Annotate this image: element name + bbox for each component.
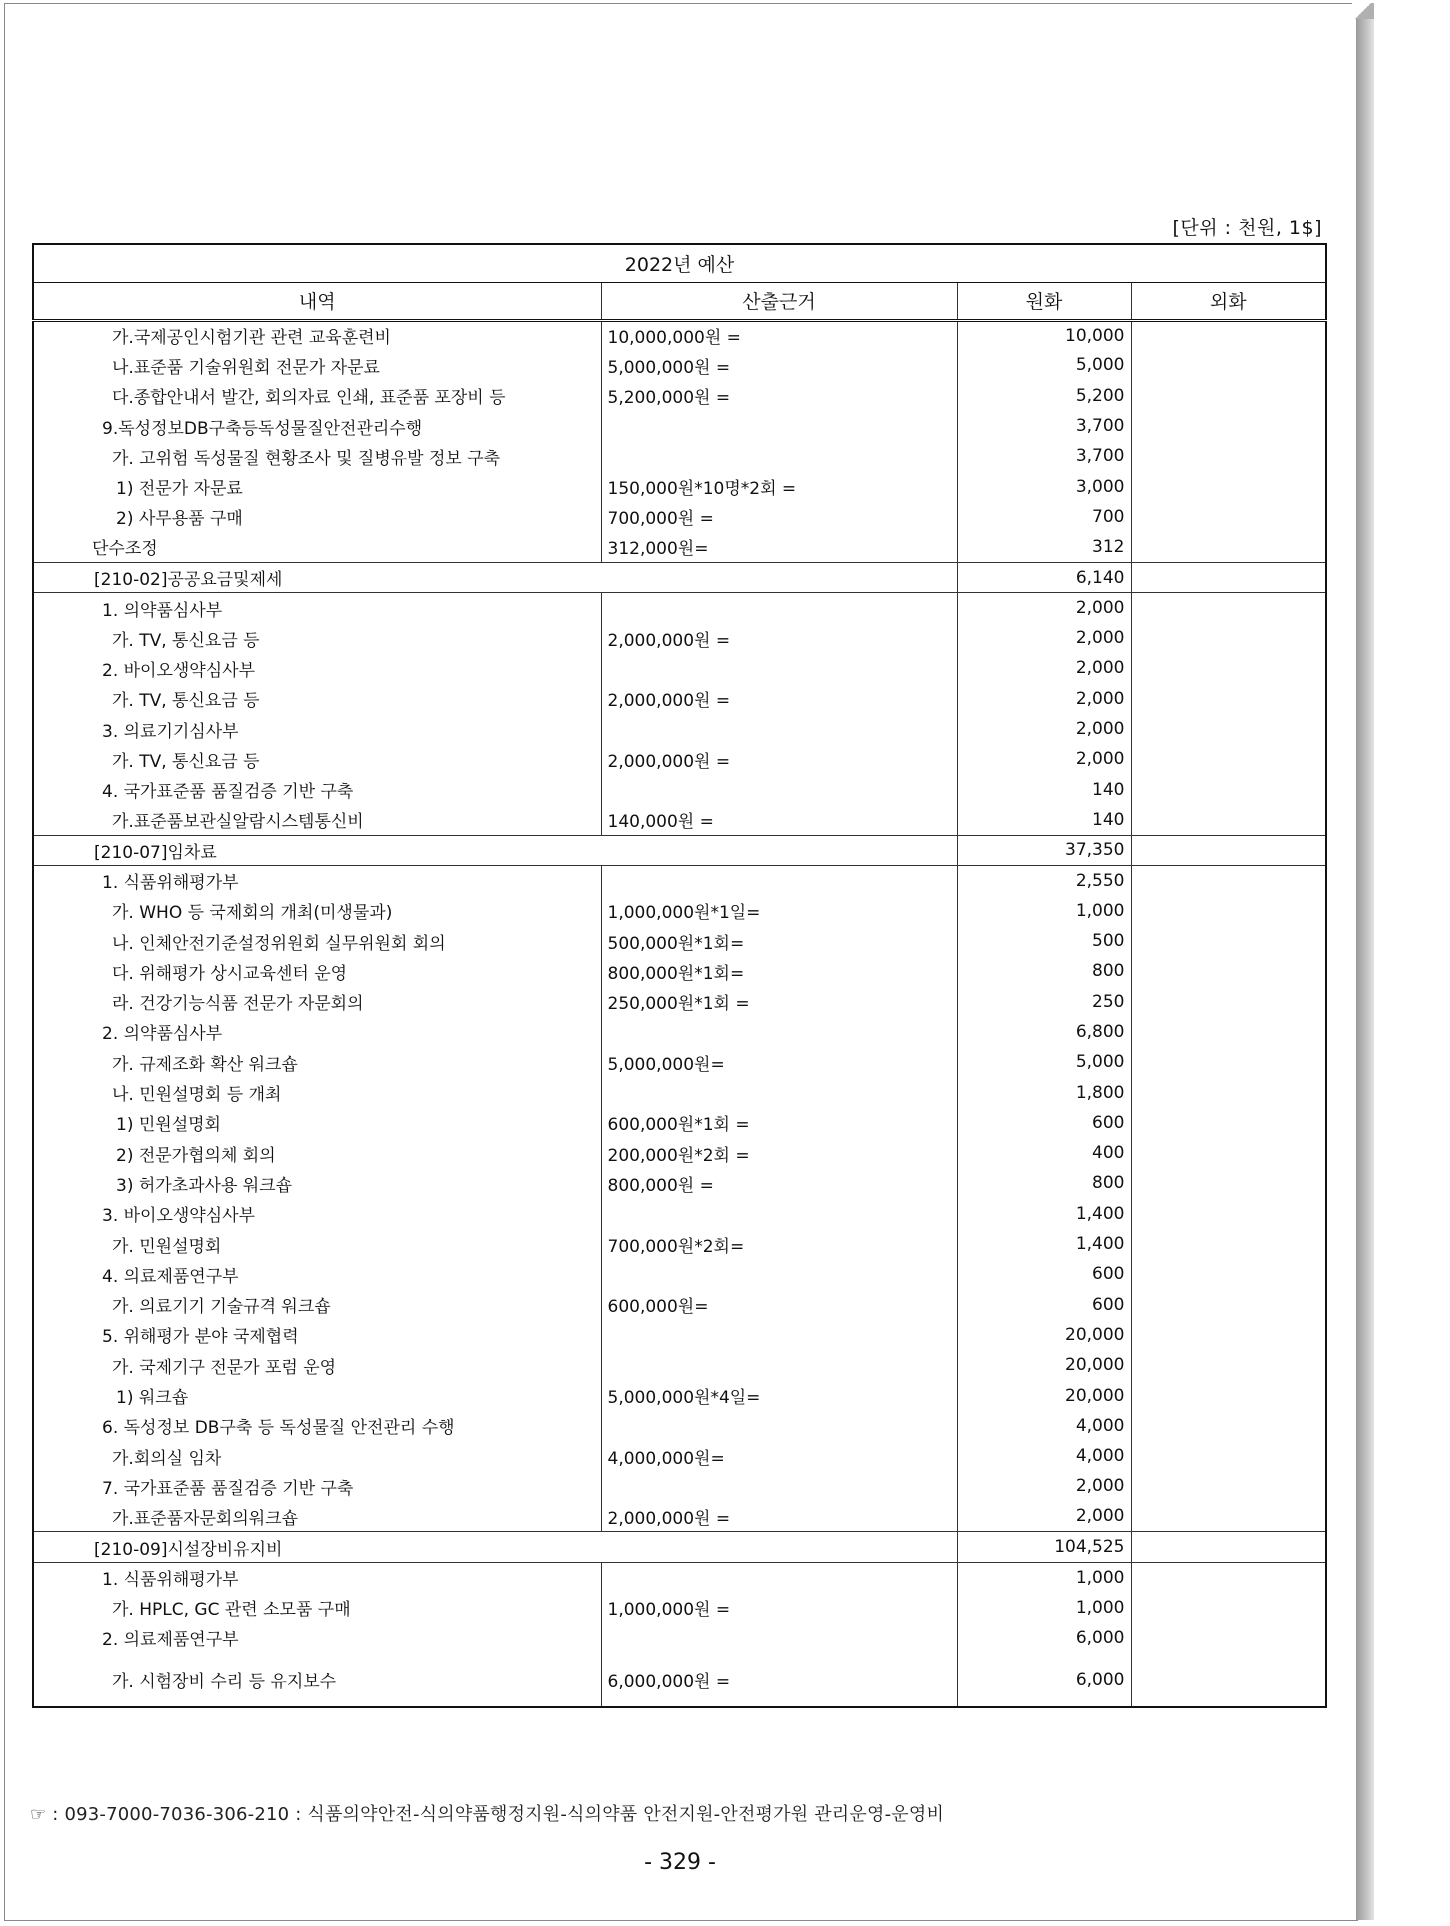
header-fx: 외화 xyxy=(1131,282,1326,320)
krw-cell: 6,800 xyxy=(957,1017,1131,1047)
table-row xyxy=(33,1562,1326,1592)
table-title: 2022년 예산 xyxy=(33,244,1326,282)
fx-cell xyxy=(1131,1320,1326,1350)
table-row xyxy=(33,1290,1326,1320)
item-cell: 가. TV, 통신요금 등 xyxy=(33,744,601,774)
fx-cell xyxy=(1131,774,1326,804)
krw-cell: 5,200 xyxy=(957,381,1131,411)
basis-cell: 2,000,000원 = xyxy=(601,623,957,653)
table-row xyxy=(33,532,1326,562)
krw-cell: 2,000 xyxy=(957,1502,1131,1532)
table-row xyxy=(33,350,1326,380)
krw-cell: 800 xyxy=(957,1168,1131,1198)
krw-cell: 6,140 xyxy=(957,562,1131,592)
basis-cell: 5,000,000원*4일= xyxy=(601,1380,957,1410)
krw-cell: 600 xyxy=(957,1259,1131,1289)
fx-cell xyxy=(1131,926,1326,956)
section-row xyxy=(33,1532,1326,1562)
fx-cell xyxy=(1131,865,1326,895)
basis-cell: 6,000,000원 = xyxy=(601,1653,957,1707)
krw-cell: 4,000 xyxy=(957,1411,1131,1441)
basis-cell: 600,000원*1회 = xyxy=(601,1108,957,1138)
fx-cell xyxy=(1131,835,1326,865)
footnote: ☞ : 093-7000-7036-306-210 : 식품의약안전-식의약품행정지원-식의약품 안전지원-안전평가원 관리운영-운영비 xyxy=(30,1804,945,1825)
fx-cell xyxy=(1131,1259,1326,1289)
krw-cell: 1,000 xyxy=(957,1562,1131,1592)
item-cell: 9.독성정보DB구축등독성물질안전관리수행 xyxy=(33,411,601,441)
item-cell: 5. 위해평가 분야 국제협력 xyxy=(33,1320,601,1350)
basis-cell: 5,000,000원= xyxy=(601,1047,957,1077)
item-cell: 3. 의료기기심사부 xyxy=(33,714,601,744)
table-row xyxy=(33,502,1326,532)
fx-cell xyxy=(1131,653,1326,683)
krw-cell: 1,400 xyxy=(957,1199,1131,1229)
basis-cell: 150,000원*10명*2회 = xyxy=(601,471,957,501)
table-body xyxy=(33,320,1326,1707)
table-row xyxy=(33,714,1326,744)
fx-cell xyxy=(1131,1532,1326,1562)
basis-cell: 2,000,000원 = xyxy=(601,744,957,774)
krw-cell: 3,700 xyxy=(957,411,1131,441)
fx-cell xyxy=(1131,1168,1326,1198)
table-row xyxy=(33,865,1326,895)
basis-cell: 700,000원*2회= xyxy=(601,1229,957,1259)
basis-cell xyxy=(601,774,957,804)
table-row xyxy=(33,896,1326,926)
basis-cell: 4,000,000원= xyxy=(601,1441,957,1471)
basis-cell xyxy=(601,1350,957,1380)
table-row xyxy=(33,1653,1326,1707)
fx-cell xyxy=(1131,1350,1326,1380)
fx-cell xyxy=(1131,805,1326,835)
basis-cell: 800,000원 = xyxy=(601,1168,957,1198)
fx-cell xyxy=(1131,1017,1326,1047)
table-row xyxy=(33,320,1326,350)
krw-cell: 400 xyxy=(957,1138,1131,1168)
basis-cell xyxy=(601,411,957,441)
table-row xyxy=(33,411,1326,441)
item-cell: 가.회의실 임차 xyxy=(33,1441,601,1471)
fx-cell xyxy=(1131,1502,1326,1532)
krw-cell: 800 xyxy=(957,956,1131,986)
table-row xyxy=(33,744,1326,774)
item-cell: 1) 워크숍 xyxy=(33,1380,601,1410)
fx-cell xyxy=(1131,1199,1326,1229)
table-row xyxy=(33,653,1326,683)
krw-cell: 20,000 xyxy=(957,1320,1131,1350)
krw-cell: 104,525 xyxy=(957,1532,1131,1562)
page-corner xyxy=(1352,3,1374,19)
item-cell: 가. 시험장비 수리 등 유지보수 xyxy=(33,1653,601,1707)
basis-cell: 250,000원*1회 = xyxy=(601,987,957,1017)
item-cell: 4. 의료제품연구부 xyxy=(33,1259,601,1289)
table-row xyxy=(33,441,1326,471)
fx-cell xyxy=(1131,1229,1326,1259)
fx-cell xyxy=(1131,1411,1326,1441)
krw-cell: 5,000 xyxy=(957,350,1131,380)
basis-cell xyxy=(601,1623,957,1653)
fx-cell xyxy=(1131,684,1326,714)
unit-note: [단위 : 천원, 1$] xyxy=(1172,217,1322,239)
item-cell: 3. 바이오생약심사부 xyxy=(33,1199,601,1229)
table-header-row xyxy=(33,282,1326,320)
krw-cell: 6,000 xyxy=(957,1623,1131,1653)
basis-cell: 200,000원*2회 = xyxy=(601,1138,957,1168)
krw-cell: 6,000 xyxy=(957,1653,1131,1707)
krw-cell: 37,350 xyxy=(957,835,1131,865)
table-row xyxy=(33,1592,1326,1622)
item-cell: 2. 의료제품연구부 xyxy=(33,1623,601,1653)
item-cell: 다. 위해평가 상시교육센터 운영 xyxy=(33,956,601,986)
item-cell: 가. 고위험 독성물질 현황조사 및 질병유발 정보 구축 xyxy=(33,441,601,471)
table-row xyxy=(33,987,1326,1017)
krw-cell: 3,000 xyxy=(957,471,1131,501)
basis-cell xyxy=(601,653,957,683)
fx-cell xyxy=(1131,1077,1326,1107)
item-cell: 라. 건강기능식품 전문가 자문회의 xyxy=(33,987,601,1017)
krw-cell: 2,000 xyxy=(957,714,1131,744)
fx-cell xyxy=(1131,956,1326,986)
fx-cell xyxy=(1131,1441,1326,1471)
fx-cell xyxy=(1131,381,1326,411)
page-number: - 329 - xyxy=(644,1850,716,1875)
item-cell: 가.표준품자문회의워크숍 xyxy=(33,1502,601,1532)
item-cell: 2. 바이오생약심사부 xyxy=(33,653,601,683)
item-cell: 2) 사무용품 구매 xyxy=(33,502,601,532)
table-row xyxy=(33,381,1326,411)
table-row xyxy=(33,1502,1326,1532)
item-cell: 가. 민원설명회 xyxy=(33,1229,601,1259)
fx-cell xyxy=(1131,1623,1326,1653)
table-row xyxy=(33,805,1326,835)
item-cell: 3) 허가초과사용 워크숍 xyxy=(33,1168,601,1198)
basis-cell xyxy=(601,714,957,744)
basis-cell xyxy=(601,593,957,623)
table-row xyxy=(33,774,1326,804)
basis-cell xyxy=(601,1411,957,1441)
basis-cell: 10,000,000원 = xyxy=(601,320,957,350)
table-row xyxy=(33,1411,1326,1441)
krw-cell: 2,000 xyxy=(957,744,1131,774)
basis-cell: 800,000원*1회= xyxy=(601,956,957,986)
item-cell: 1. 식품위해평가부 xyxy=(33,865,601,895)
table-row xyxy=(33,1108,1326,1138)
krw-cell: 1,000 xyxy=(957,1592,1131,1622)
item-cell: 가.국제공인시험기관 관련 교육훈련비 xyxy=(33,320,601,350)
table-row xyxy=(33,471,1326,501)
fx-cell xyxy=(1131,987,1326,1017)
basis-cell xyxy=(601,1471,957,1501)
basis-cell: 1,000,000원 = xyxy=(601,1592,957,1622)
header-item: 내역 xyxy=(33,282,601,320)
table-row xyxy=(33,1229,1326,1259)
table-row xyxy=(33,1168,1326,1198)
fx-cell xyxy=(1131,1047,1326,1077)
fx-cell xyxy=(1131,502,1326,532)
table-title-row xyxy=(33,244,1326,282)
section-label: [210-09]시설장비유지비 xyxy=(33,1532,957,1562)
item-cell: 6. 독성정보 DB구축 등 독성물질 안전관리 수행 xyxy=(33,1411,601,1441)
item-cell: 가. 국제기구 전문가 포럼 운영 xyxy=(33,1350,601,1380)
table-row xyxy=(33,1320,1326,1350)
basis-cell: 312,000원= xyxy=(601,532,957,562)
fx-cell xyxy=(1131,532,1326,562)
krw-cell: 3,700 xyxy=(957,441,1131,471)
basis-cell xyxy=(601,1077,957,1107)
krw-cell: 2,000 xyxy=(957,593,1131,623)
fx-cell xyxy=(1131,441,1326,471)
fx-cell xyxy=(1131,1380,1326,1410)
krw-cell: 2,000 xyxy=(957,1471,1131,1501)
basis-cell: 700,000원 = xyxy=(601,502,957,532)
item-cell: 2) 전문가협의체 회의 xyxy=(33,1138,601,1168)
header-basis: 산출근거 xyxy=(601,282,957,320)
table-row xyxy=(33,1077,1326,1107)
fx-cell xyxy=(1131,320,1326,350)
krw-cell: 2,000 xyxy=(957,623,1131,653)
table-row xyxy=(33,926,1326,956)
krw-cell: 2,000 xyxy=(957,653,1131,683)
krw-cell: 312 xyxy=(957,532,1131,562)
page-shadow xyxy=(1356,14,1374,1920)
item-cell: 나. 민원설명회 등 개최 xyxy=(33,1077,601,1107)
table-row xyxy=(33,1471,1326,1501)
table-row xyxy=(33,1138,1326,1168)
table-row xyxy=(33,1017,1326,1047)
section-label: [210-02]공공요금및제세 xyxy=(33,562,957,592)
item-cell: 가. 규제조화 확산 워크숍 xyxy=(33,1047,601,1077)
krw-cell: 1,400 xyxy=(957,1229,1131,1259)
table-row xyxy=(33,1441,1326,1471)
basis-cell xyxy=(601,1562,957,1592)
item-cell: 1) 민원설명회 xyxy=(33,1108,601,1138)
budget-table xyxy=(32,243,1327,1708)
fx-cell xyxy=(1131,593,1326,623)
item-cell: 4. 국가표준품 품질검증 기반 구축 xyxy=(33,774,601,804)
item-cell: 단수조정 xyxy=(33,532,601,562)
basis-cell: 1,000,000원*1일= xyxy=(601,896,957,926)
fx-cell xyxy=(1131,714,1326,744)
fx-cell xyxy=(1131,350,1326,380)
fx-cell xyxy=(1131,562,1326,592)
krw-cell: 4,000 xyxy=(957,1441,1131,1471)
fx-cell xyxy=(1131,411,1326,441)
krw-cell: 140 xyxy=(957,774,1131,804)
krw-cell: 600 xyxy=(957,1290,1131,1320)
fx-cell xyxy=(1131,623,1326,653)
item-cell: 가. TV, 통신요금 등 xyxy=(33,623,601,653)
krw-cell: 1,800 xyxy=(957,1077,1131,1107)
table-row xyxy=(33,1380,1326,1410)
section-row xyxy=(33,562,1326,592)
item-cell: 7. 국가표준품 품질검증 기반 구축 xyxy=(33,1471,601,1501)
basis-cell xyxy=(601,1259,957,1289)
fx-cell xyxy=(1131,1290,1326,1320)
fx-cell xyxy=(1131,896,1326,926)
item-cell: 가.표준품보관실알람시스템통신비 xyxy=(33,805,601,835)
section-row xyxy=(33,835,1326,865)
krw-cell: 5,000 xyxy=(957,1047,1131,1077)
krw-cell: 700 xyxy=(957,502,1131,532)
item-cell: 다.종합안내서 발간, 회의자료 인쇄, 표준품 포장비 등 xyxy=(33,381,601,411)
table-row xyxy=(33,1047,1326,1077)
basis-cell xyxy=(601,1017,957,1047)
table-row xyxy=(33,623,1326,653)
item-cell: 1) 전문가 자문료 xyxy=(33,471,601,501)
krw-cell: 2,000 xyxy=(957,684,1131,714)
fx-cell xyxy=(1131,1108,1326,1138)
basis-cell xyxy=(601,441,957,471)
table-row xyxy=(33,1259,1326,1289)
krw-cell: 20,000 xyxy=(957,1380,1131,1410)
fx-cell xyxy=(1131,1471,1326,1501)
krw-cell: 600 xyxy=(957,1108,1131,1138)
item-cell: 나.표준품 기술위원회 전문가 자문료 xyxy=(33,350,601,380)
item-cell: 1. 의약품심사부 xyxy=(33,593,601,623)
table-row xyxy=(33,1623,1326,1653)
krw-cell: 1,000 xyxy=(957,896,1131,926)
item-cell: 가. TV, 통신요금 등 xyxy=(33,684,601,714)
basis-cell: 500,000원*1회= xyxy=(601,926,957,956)
fx-cell xyxy=(1131,1138,1326,1168)
basis-cell xyxy=(601,1320,957,1350)
table-row xyxy=(33,956,1326,986)
item-cell: 가. WHO 등 국제회의 개최(미생물과) xyxy=(33,896,601,926)
basis-cell: 600,000원= xyxy=(601,1290,957,1320)
basis-cell: 2,000,000원 = xyxy=(601,1502,957,1532)
item-cell: 1. 식품위해평가부 xyxy=(33,1562,601,1592)
header-krw: 원화 xyxy=(957,282,1131,320)
item-cell: 나. 인체안전기준설정위원회 실무위원회 회의 xyxy=(33,926,601,956)
krw-cell: 140 xyxy=(957,805,1131,835)
item-cell: 가. 의료기기 기술규격 워크숍 xyxy=(33,1290,601,1320)
basis-cell: 5,000,000원 = xyxy=(601,350,957,380)
table-row xyxy=(33,593,1326,623)
fx-cell xyxy=(1131,1592,1326,1622)
table-row xyxy=(33,1350,1326,1380)
fx-cell xyxy=(1131,1653,1326,1707)
item-cell: 가. HPLC, GC 관련 소모품 구매 xyxy=(33,1592,601,1622)
basis-cell: 140,000원 = xyxy=(601,805,957,835)
fx-cell xyxy=(1131,471,1326,501)
basis-cell xyxy=(601,865,957,895)
fx-cell xyxy=(1131,1562,1326,1592)
fx-cell xyxy=(1131,744,1326,774)
table-row xyxy=(33,1199,1326,1229)
krw-cell: 10,000 xyxy=(957,320,1131,350)
basis-cell: 5,200,000원 = xyxy=(601,381,957,411)
item-cell: 2. 의약품심사부 xyxy=(33,1017,601,1047)
krw-cell: 250 xyxy=(957,987,1131,1017)
section-label: [210-07]임차료 xyxy=(33,835,957,865)
basis-cell xyxy=(601,1199,957,1229)
krw-cell: 2,550 xyxy=(957,865,1131,895)
krw-cell: 500 xyxy=(957,926,1131,956)
krw-cell: 20,000 xyxy=(957,1350,1131,1380)
table-row xyxy=(33,684,1326,714)
basis-cell: 2,000,000원 = xyxy=(601,684,957,714)
